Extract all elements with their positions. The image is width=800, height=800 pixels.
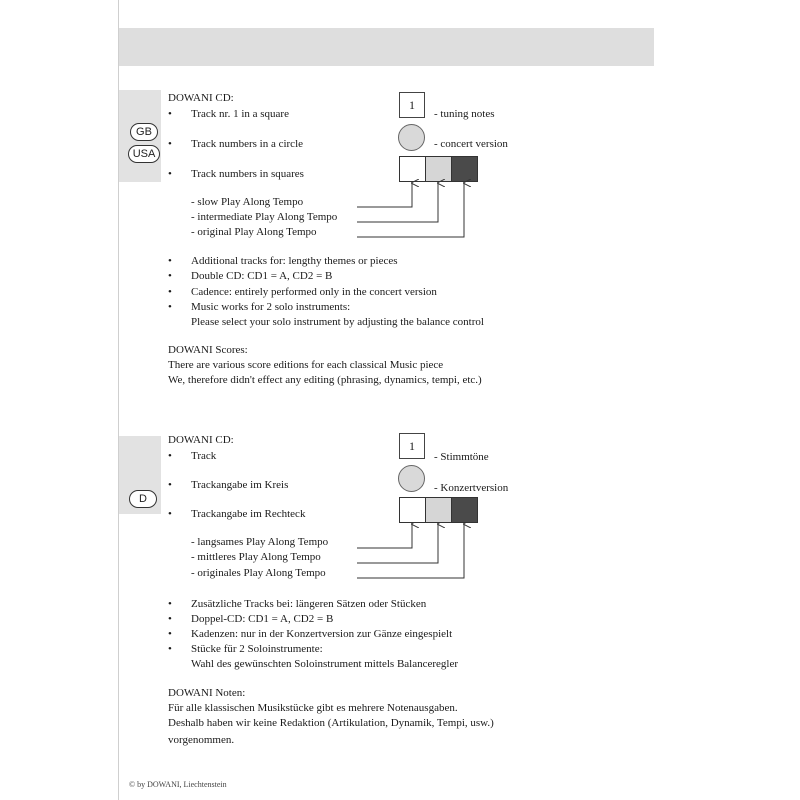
- scores-line: vorgenommen.: [168, 734, 235, 746]
- bullet: •: [168, 450, 172, 462]
- copyright-footer: © by DOWANI, Liechtenstein: [129, 780, 227, 789]
- tempo-original-label: - originales Play Along Tempo: [191, 567, 326, 579]
- concert-version-label: - concert version: [434, 138, 508, 150]
- arrow-intermediate-de: [357, 524, 438, 563]
- bullet: •: [168, 270, 172, 282]
- arrow-slow-en: [357, 183, 412, 207]
- extra-item: Cadence: entirely performed only in the concert version: [191, 286, 437, 298]
- legend-squares-label: Track numbers in squares: [191, 168, 304, 180]
- tempo-slow-label: - slow Play Along Tempo: [191, 196, 304, 208]
- badge-usa: USA: [128, 145, 160, 163]
- extra-item: Music works for 2 solo instruments:: [191, 301, 351, 313]
- tempo-box-intermediate: [425, 497, 452, 523]
- tempo-box-slow: [399, 497, 426, 523]
- bullet: •: [168, 628, 172, 640]
- extra-item: Additional tracks for: lengthy themes or pieces: [191, 255, 398, 267]
- bullet: •: [168, 286, 172, 298]
- extra-item: Doppel-CD: CD1 = A, CD2 = B: [191, 613, 334, 625]
- legend-circle-label: Track numbers in a circle: [191, 138, 304, 150]
- concert-circle-icon: [398, 465, 425, 492]
- badge-gb: GB: [130, 123, 158, 141]
- tempo-intermediate-label: - mittleres Play Along Tempo: [191, 551, 321, 563]
- legend-square-label: Track nr. 1 in a square: [191, 108, 289, 120]
- extra-item: Stücke für 2 Soloinstrumente:: [191, 643, 323, 655]
- tuning-notes-label: - Stimmtöne: [434, 451, 489, 463]
- extra-item-continuation: Please select your solo instrument by adjusting the balance control: [191, 316, 484, 328]
- tempo-slow-label: - langsames Play Along Tempo: [191, 536, 329, 548]
- tempo-box-original: [451, 497, 478, 523]
- bullet: •: [168, 613, 172, 625]
- extra-item: Kadenzen: nur in der Konzertversion zur Gänze eingespielt: [191, 628, 453, 640]
- bullet: •: [168, 508, 172, 520]
- arrow-original-en: [357, 183, 464, 237]
- scores-line: Deshalb haben wir keine Redaktion (Artikulation, Dynamik, Tempi, usw.): [168, 717, 494, 729]
- bullet: •: [168, 479, 172, 491]
- bullet: •: [168, 138, 172, 150]
- arrow-intermediate-en: [357, 183, 438, 222]
- cd-heading: DOWANI CD:: [168, 434, 234, 446]
- tuning-notes-label: - tuning notes: [434, 108, 495, 120]
- bullet: •: [168, 301, 172, 313]
- concert-version-label: - Konzertversion: [434, 482, 509, 494]
- arrow-slow-de: [357, 524, 412, 548]
- tempo-intermediate-label: - intermediate Play Along Tempo: [191, 211, 338, 223]
- legend-squares-label: Trackangabe im Rechteck: [191, 508, 306, 520]
- extra-item: Double CD: CD1 = A, CD2 = B: [191, 270, 333, 282]
- arrow-original-de: [357, 524, 464, 578]
- extra-item-continuation: Wahl des gewünschten Soloinstrument mittels Balanceregler: [191, 658, 459, 670]
- scores-line: Für alle klassischen Musikstücke gibt es mehrere Notenausgaben.: [168, 702, 458, 714]
- legend-square-label: Track: [191, 450, 217, 462]
- track-number-square: 1: [399, 433, 425, 459]
- scores-heading: DOWANI Scores:: [168, 344, 248, 356]
- bullet: •: [168, 598, 172, 610]
- scores-line: We, therefore didn't effect any editing (phrasing, dynamics, tempi, etc.): [168, 374, 482, 386]
- bullet: •: [168, 108, 172, 120]
- bullet: •: [168, 643, 172, 655]
- bullet: •: [168, 255, 172, 267]
- track-number-square: 1: [399, 92, 425, 118]
- scores-line: There are various score editions for each classical Music piece: [168, 359, 444, 371]
- extra-item: Zusätzliche Tracks bei: längeren Sätzen oder Stücken: [191, 598, 427, 610]
- legend-circle-label: Trackangabe im Kreis: [191, 479, 289, 491]
- badge-d: D: [129, 490, 157, 508]
- cd-heading: DOWANI CD:: [168, 92, 234, 104]
- scores-heading: DOWANI Noten:: [168, 687, 246, 699]
- bullet: •: [168, 168, 172, 180]
- tempo-original-label: - original Play Along Tempo: [191, 226, 317, 238]
